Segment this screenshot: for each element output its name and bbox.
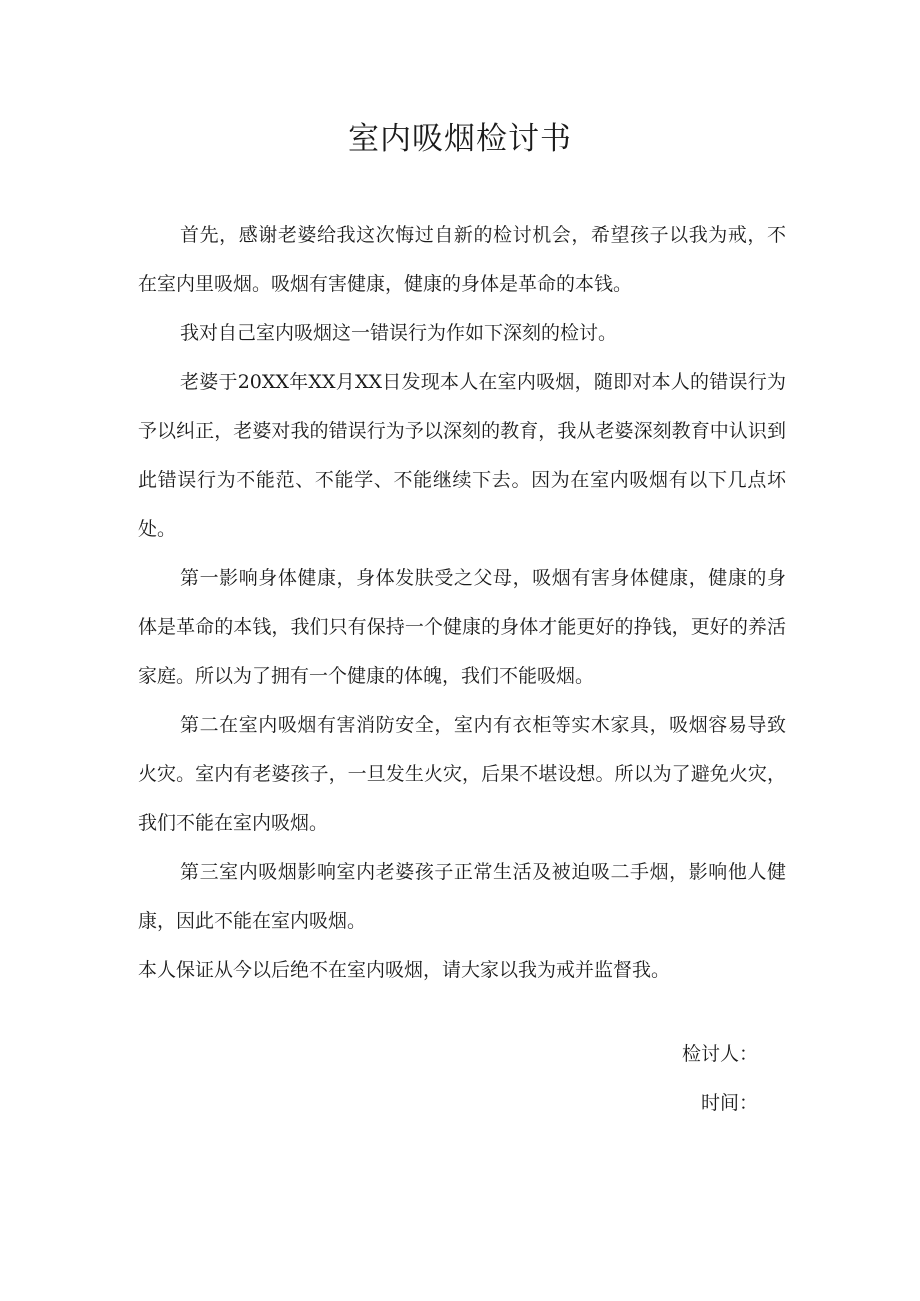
paragraph-point-three: 第三室内吸烟影响室内老婆孩子正常生活及被迫吸二手烟，影响他人健康，因此不能在室内吸烟。	[138, 861, 786, 932]
reviewer-label: 检讨人：	[681, 1043, 758, 1065]
paragraph-point-one: 第一影响身体健康，身体发肤受之父母，吸烟有害身体健康，健康的身体是革命的本钱，我们只有保持一个健康的身体才能更好的挣钱，更好的养活家庭。所以为了拥有一个健康的体魄，我们不能吸烟。	[138, 567, 786, 687]
paragraph-point-two: 第二在室内吸烟有害消防安全，室内有衣柜等实木家具，吸烟容易导致火灾。室内有老婆孩子，一旦发生火灾，后果不堪设想。所以为了避免火灾，我们不能在室内吸烟。	[138, 714, 786, 834]
signature-block	[682, 1030, 758, 1128]
paragraph-reflection: 我对自己室内吸烟这一错误行为作如下深刻的检讨。	[180, 322, 618, 344]
document-title: 室内吸烟检讨书	[348, 121, 572, 157]
document-body	[138, 211, 786, 995]
paragraph-incident: 老婆于20XX年XX月XX日发现本人在室内吸烟，随即对本人的错误行为予以纠正，老婆对我的错误行为予以深刻的教育，我从老婆深刻教育中认识到此错误行为不能范、不能学、不能继续下去。因为在室内吸烟有以下几点坏处。	[138, 371, 786, 540]
paragraph-pledge: 本人保证从今以后绝不在室内吸烟，请大家以我为戒并监督我。	[138, 959, 671, 981]
time-label: 时间：	[700, 1092, 758, 1114]
paragraph-intro: 首先，感谢老婆给我这次悔过自新的检讨机会，希望孩子以我为戒，不在室内里吸烟。吸烟有害健康，健康的身体是革命的本钱。	[138, 224, 786, 295]
